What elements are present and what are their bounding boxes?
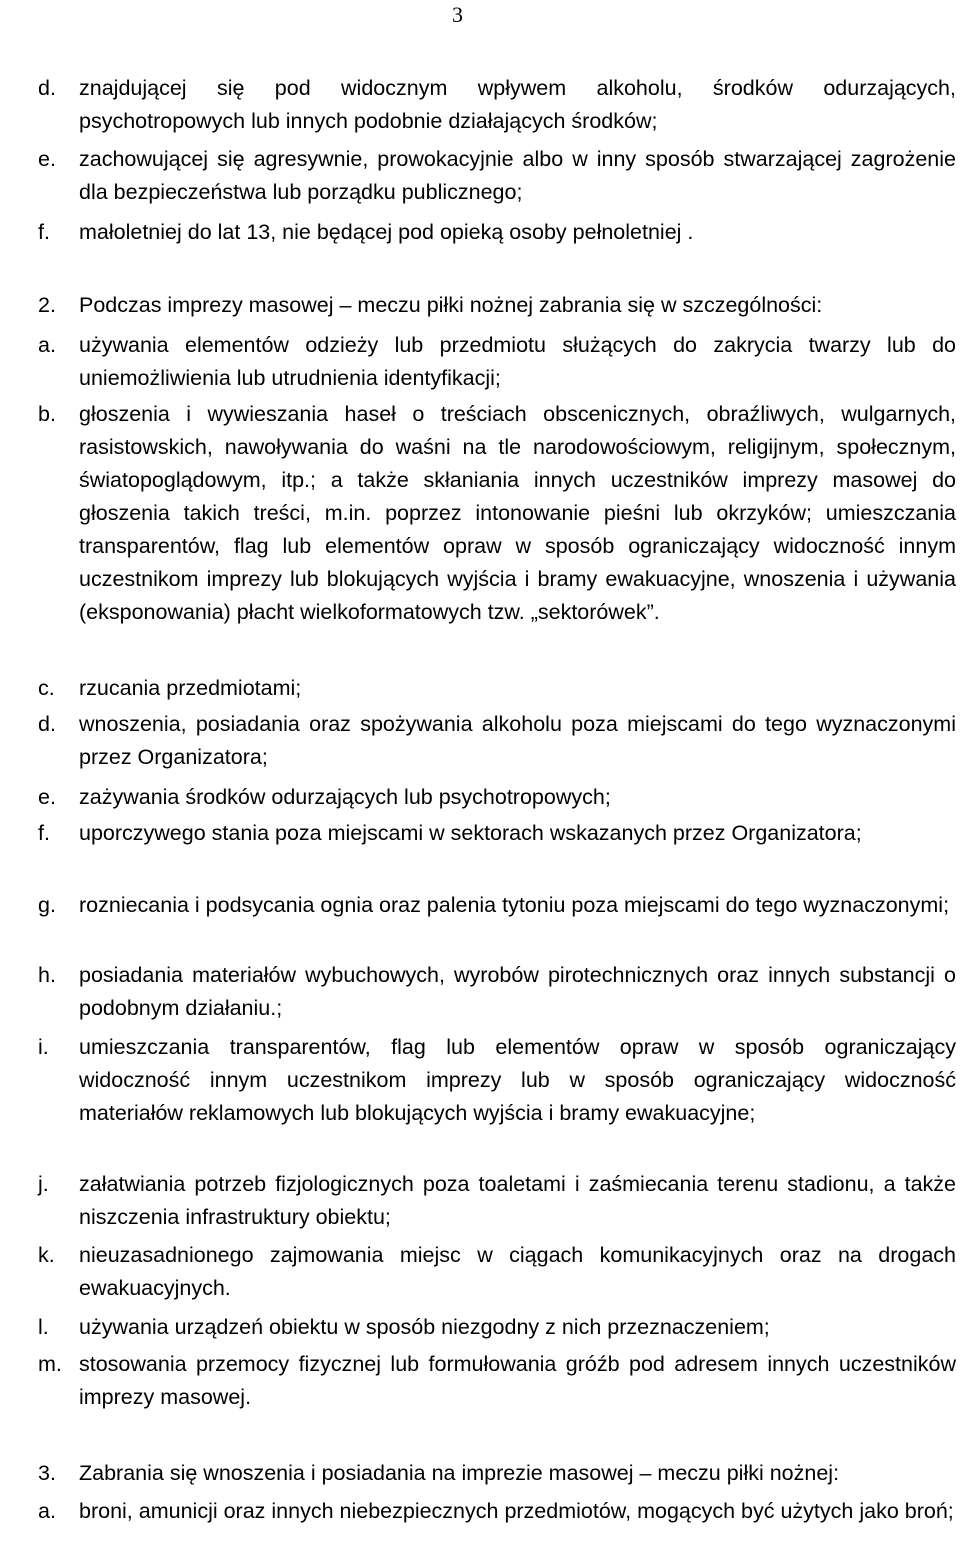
list-item [38,216,956,249]
list-item [38,398,956,629]
list-marker: f. [38,821,50,845]
list-item-text: uporczywego stania poza miejscami w sektorach wskazanych przez Organizatora; [79,821,862,845]
section-heading [38,1457,956,1490]
list-item-text: stosowania przemocy fizycznej lub formułowania gróźb pod adresem innych uczestników imprezy masowej. [79,1352,956,1409]
list-item [38,72,956,138]
list-item-text: załatwiania potrzeb fizjologicznych poza toaletami i zaśmiecania terenu stadionu, a także niszczenia infrastruktury obiektu; [79,1172,956,1229]
list-marker: k. [38,1243,55,1267]
section-heading-text: Zabrania się wnoszenia i posiadania na imprezie masowej – meczu piłki nożnej: [79,1461,840,1485]
list-item [38,817,956,850]
list-marker: b. [38,402,56,426]
list-item [38,708,956,774]
list-item [38,1495,956,1528]
list-marker: g. [38,893,56,917]
page-number: 3 [452,2,463,27]
list-item [38,672,956,705]
list-item-text: broni, amunicji oraz innych niebezpiecznych przedmiotów, mogących być użytych jako broń; [79,1499,954,1523]
list-marker: f. [38,220,50,244]
list-item [38,1311,956,1344]
list-item [38,781,956,814]
list-item-text: głoszenia i wywieszania haseł o treściach obscenicznych, obraźliwych, wulgarnych, rasistowskich, nawoływania do waśni na tle narodowościowym, religijnym, społecznym, światopoglądowym, itp.; a także skłaniania innych uczestników imprezy masowej do głoszenia takich treści, m.in. poprzez intonowanie pieśni lub okrzyków; umieszczania transparentów, flag lub elementów opraw w sposób ograniczający widoczność innym uczestnikom imprezy lub blokujących wyjścia i bramy ewakuacyjne, wnoszenia i używania (eksponowania) płacht wielkoformatowych tzw. „sektorówek”. [79,402,956,624]
list-item-text: rozniecania i podsycania ognia oraz palenia tytoniu poza miejscami do tego wyznaczonymi; [79,893,950,917]
list-item [38,329,956,395]
list-item-text: używania elementów odzieży lub przedmiotu służących do zakrycia twarzy lub do uniemożliwienia lub utrudnienia identyfikacji; [79,333,956,390]
list-item-text: nieuzasadnionego zajmowania miejsc w ciągach komunikacyjnych oraz na drogach ewakuacyjnych. [79,1243,956,1300]
list-item [38,1168,956,1234]
list-item-text: małoletniej do lat 13, nie będącej pod opieką osoby pełnoletniej . [79,220,694,244]
section-number: 3. [38,1461,56,1485]
list-item [38,889,956,922]
list-item-text: posiadania materiałów wybuchowych, wyrobów pirotechnicznych oraz innych substancji o podobnym działaniu.; [79,963,956,1020]
list-marker: i. [38,1035,49,1059]
list-marker: c. [38,676,55,700]
list-item-text: wnoszenia, posiadania oraz spożywania alkoholu poza miejscami do tego wyznaczonymi przez Organizatora; [79,712,956,769]
list-marker: j. [38,1172,49,1196]
list-marker: e. [38,785,56,809]
list-marker: l. [38,1315,49,1339]
section-heading-text: Podczas imprezy masowej – meczu piłki nożnej zabrania się w szczególności: [79,293,823,317]
list-item-text: rzucania przedmiotami; [79,676,302,700]
section-number: 2. [38,293,56,317]
list-marker: a. [38,333,56,357]
list-marker: a. [38,1499,56,1523]
list-marker: d. [38,712,56,736]
list-marker: m. [38,1352,62,1376]
list-marker: d. [38,76,56,100]
list-item [38,143,956,209]
section-heading [38,289,956,322]
list-item-text: znajdującej się pod widocznym wpływem alkoholu, środków odurzających, psychotropowych lub innych podobnie działających środków; [79,76,956,133]
list-item-text: zażywania środków odurzających lub psychotropowych; [79,785,611,809]
list-item-text: umieszczania transparentów, flag lub elementów opraw w sposób ograniczający widoczność innym uczestnikom imprezy lub w sposób ograniczający widoczność materiałów reklamowych lub blokujących wyjścia i bramy ewakuacyjne; [79,1035,956,1125]
list-item-text: używania urządzeń obiektu w sposób niezgodny z nich przeznaczeniem; [79,1315,770,1339]
list-item [38,1348,956,1414]
list-marker: h. [38,963,56,987]
list-item-text: zachowującej się agresywnie, prowokacyjnie albo w inny sposób stwarzającej zagrożenie dla bezpieczeństwa lub porządku publicznego; [79,147,956,204]
list-item [38,959,956,1025]
list-marker: e. [38,147,56,171]
list-item [38,1031,956,1130]
list-item [38,1239,956,1305]
